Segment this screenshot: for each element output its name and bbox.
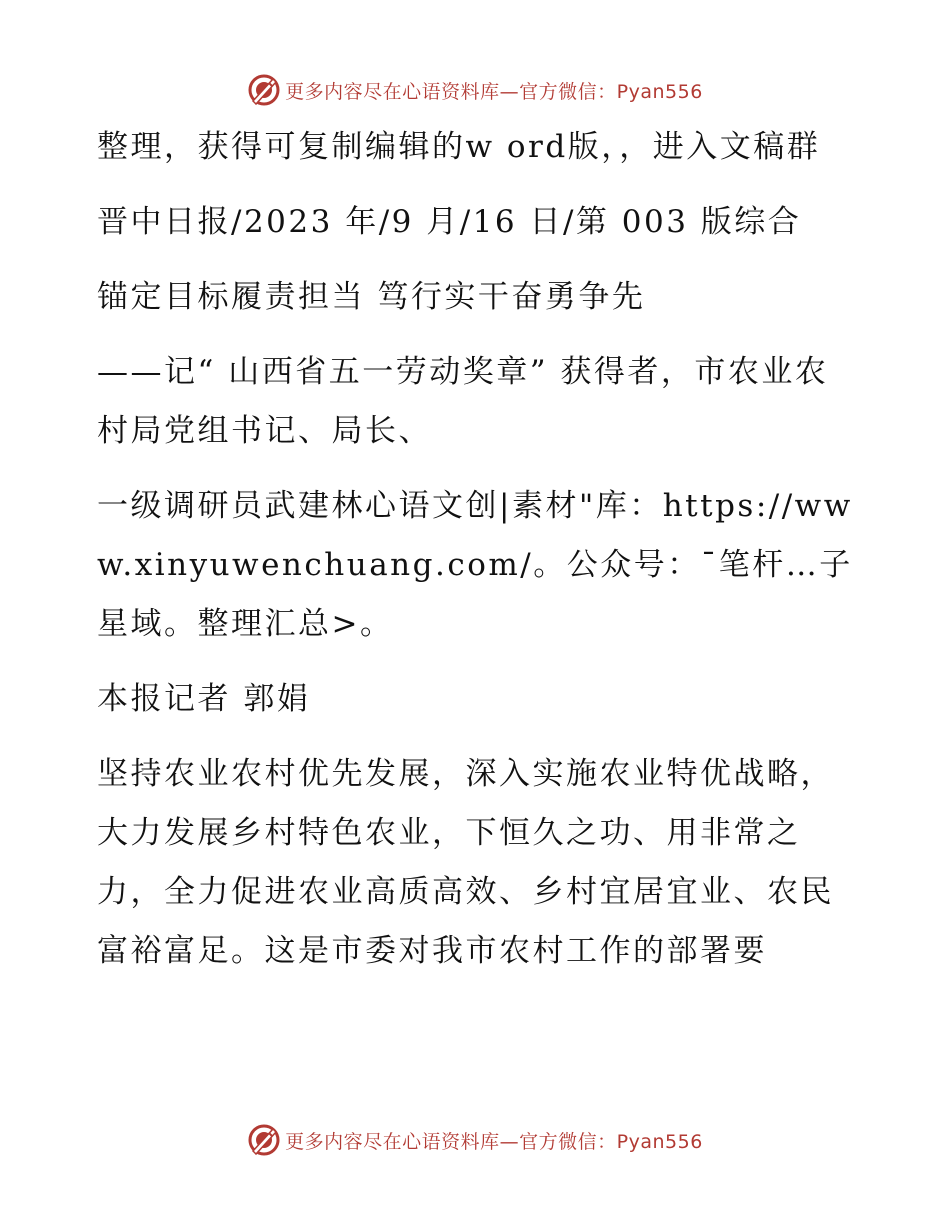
pen-logo-icon <box>247 73 281 107</box>
article-subtitle: ——记“ 山西省五一劳动奖章” 获得者，市农业农村局党组书记、局长、 <box>97 354 829 449</box>
document-body <box>97 118 857 997</box>
header-banner-text: 更多内容尽在心语资料库—官方微信：Pyan556 <box>285 80 703 103</box>
paragraph-intro: 整理，获得可复制编辑的w ord版，，进入文稿群 <box>97 129 821 165</box>
footer-banner <box>0 1120 950 1160</box>
paragraph-watermark-note: 一级调研员武建林心语文创|素材"库：https://www.xinyuwenchuang.com/。公众号：¯笔杆…子星域。整理汇总>。 <box>97 488 853 642</box>
header-banner <box>0 70 950 110</box>
footer-banner-text: 更多内容尽在心语资料库—官方微信：Pyan556 <box>285 1130 703 1153</box>
byline: 本报记者 郭娟 <box>97 681 311 717</box>
paragraph-body: 坚持农业农村优先发展，深入实施农业特优战略，大力发展乡村特色农业，下恒久之功、用非常之力，全力促进农业高质高效、乡村宜居宜业、农民富裕富足。这是市委对我市农村工作的部署要 <box>97 756 834 969</box>
pen-logo-icon <box>247 1123 281 1157</box>
header-banner-inner <box>247 73 703 107</box>
paragraph-source: 晋中日报/2023 年/9 月/16 日/第 003 版综合 <box>97 204 802 240</box>
article-title: 锚定目标履责担当 笃行实干奋勇争先 <box>97 279 646 315</box>
footer-banner-inner <box>247 1123 703 1157</box>
